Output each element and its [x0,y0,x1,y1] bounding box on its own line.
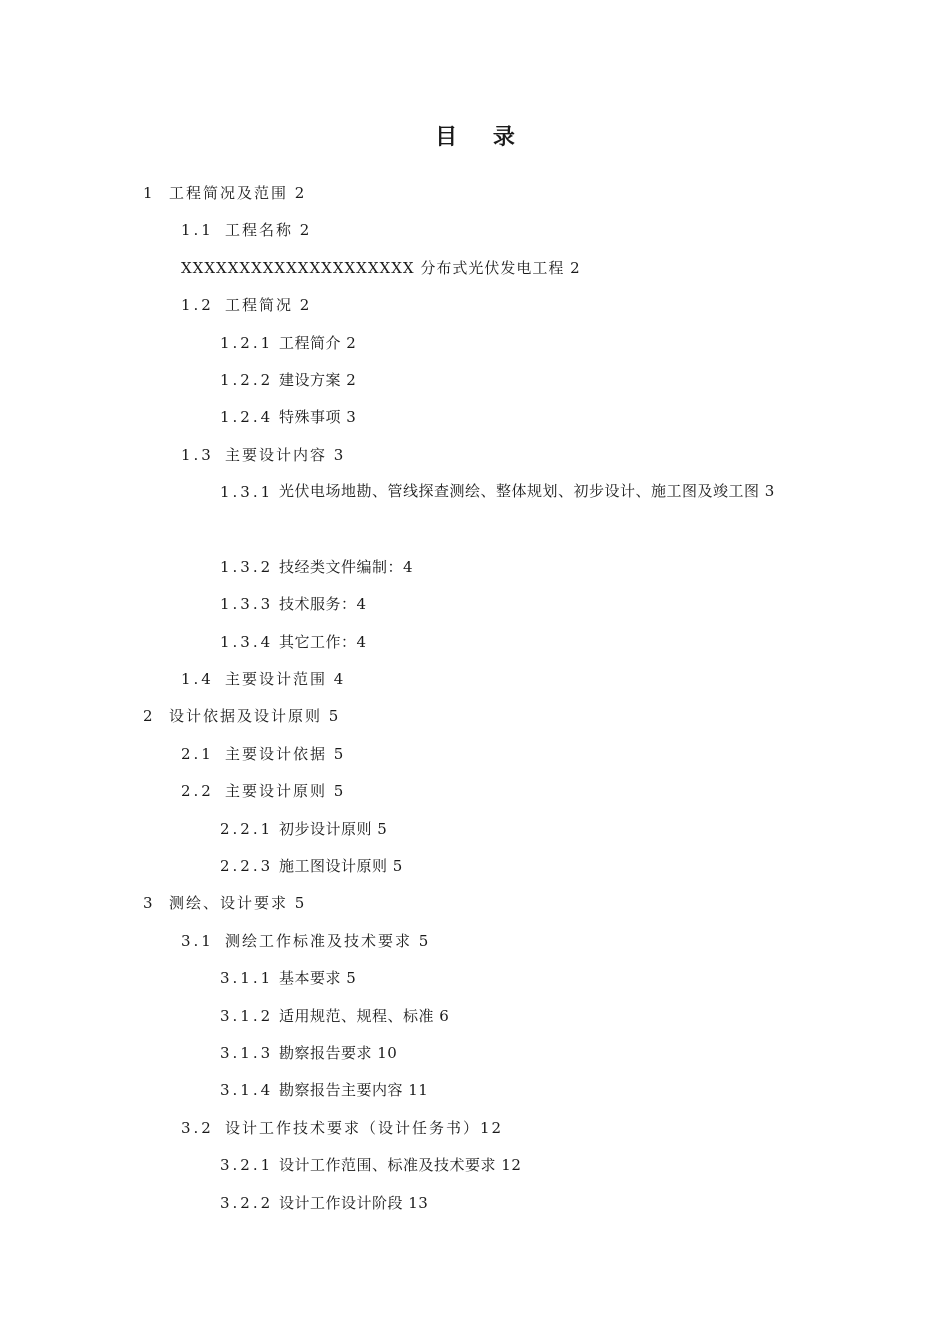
toc-entry-3-2[interactable] [0,1113,950,1150]
toc-entry-number: 1.4 [181,670,214,689]
toc-entry-1-3-1[interactable] [0,477,950,552]
toc-entry-number: 1.2.1 [220,333,274,352]
toc-entry-number: 1.2.2 [220,370,274,389]
toc-entry-3-1-1[interactable] [0,963,950,1000]
toc-entry-number: 1.3.2 [220,557,274,576]
page-title: 目 录 [435,124,529,150]
toc-entry-1[interactable] [0,178,950,215]
toc-entry-2-1[interactable] [0,739,950,776]
toc-entry-number: 2.2.3 [220,857,274,876]
toc-entry-number: 1.3 [181,445,214,464]
toc-entry-text: 技术服务：4 [279,595,367,614]
toc-entry-text: 工程名称 2 [225,221,312,240]
toc-entry-1-2[interactable] [0,290,950,327]
toc-entry-number: 3.2.1 [220,1156,274,1175]
toc-entry-3-1-2[interactable] [0,1001,950,1038]
toc-entry-number: 2.2.1 [220,819,274,838]
toc-entry-text: 特殊事项 3 [279,408,357,427]
toc-entry-1-2-2[interactable] [0,365,950,402]
toc-entry-text: 基本要求 5 [279,969,357,988]
toc-entry-text: 工程简况 2 [225,296,312,315]
toc-entry-1-3-4[interactable] [0,627,950,664]
toc-entry-text: 设计依据及设计原则 5 [169,707,341,726]
toc-entry-number: 3.1.3 [220,1044,274,1062]
toc-entry-number: 1.3.4 [220,632,274,651]
toc-entry-text: 建设方案 2 [279,370,357,389]
toc-entry-number: 3.1 [181,931,214,950]
toc-entry-text: 主要设计原则 5 [225,782,346,801]
toc-entry-number: 3 [143,894,156,913]
toc-entry-number: 1.2.4 [220,408,274,427]
toc-entry-3-1-3[interactable] [0,1038,950,1075]
toc-entry-text: 设计工作技术要求（设计任务书）12 [225,1118,504,1137]
toc-entry-text: 勘察报告主要内容 11 [279,1081,429,1100]
toc-entry-2-2-3[interactable] [0,851,950,888]
toc-entry-text: 工程简况及范围 2 [169,184,307,202]
toc-entry-text: 主要设计内容 3 [225,445,346,464]
toc-entry-text: 测绘工作标准及技术要求 5 [225,931,431,950]
toc-entry-3-2-1[interactable] [0,1150,950,1187]
toc-entry-3[interactable] [0,888,950,925]
toc-entry-number: 2.1 [181,744,214,763]
toc-entry-text: 设计工作设计阶段 13 [279,1193,429,1212]
toc-entry-1-3-3[interactable] [0,589,950,626]
toc-entry-text: 设计工作范围、标准及技术要求 12 [279,1156,522,1175]
toc-entry-number: 1.3.3 [220,595,274,614]
toc-entry-3-1-4[interactable] [0,1075,950,1112]
toc-entry-2-2-1[interactable] [0,814,950,851]
toc-entry-text: 工程简介 2 [279,333,357,352]
toc-entry-text: 技经类文件编制：4 [279,557,414,576]
toc-entry-2[interactable] [0,701,950,738]
toc-entry-text: 主要设计范围 4 [225,670,346,689]
toc-entry-number: 3.2 [181,1118,214,1137]
toc-entry-2-2[interactable] [0,776,950,813]
toc-entry-text: 适用规范、规程、标准 6 [279,1006,450,1025]
toc-entry-number: 2 [143,707,156,726]
toc-entry-3-2-2[interactable] [0,1188,950,1225]
toc-entry-text: 光伏电场地勘、管线探查测绘、整体规划、初步设计、施工图及竣工图 3 [279,482,775,501]
toc-entry-text: 其它工作：4 [279,632,367,651]
toc-entry-1-3[interactable] [0,440,950,477]
toc-entry-1-2-1[interactable] [0,328,950,365]
toc-entry-1-4[interactable] [0,664,950,701]
toc-entry-project-name[interactable] [0,253,950,290]
toc-entry-1-2-4[interactable] [0,402,950,439]
toc-entry-text: XXXXXXXXXXXXXXXXXXXX 分布式光伏发电工程 2 [181,258,581,277]
toc-entry-number: 1.2 [181,296,214,315]
toc-entry-number: 3.1.2 [220,1006,274,1025]
toc-entry-3-1[interactable] [0,926,950,963]
toc-entry-number: 1.1 [181,221,214,240]
toc-entry-text: 测绘、设计要求 5 [169,894,307,913]
toc-entry-text: 主要设计依据 5 [225,744,346,763]
toc-entry-1-1[interactable] [0,215,950,252]
toc-entry-number: 1 [143,184,156,202]
toc-entry-number: 1.3.1 [220,483,274,502]
toc-entry-text: 施工图设计原则 5 [279,857,403,876]
toc-entry-number: 3.1.1 [220,969,274,988]
toc-entry-text: 勘察报告要求 10 [279,1044,398,1062]
table-of-contents [0,178,950,1225]
toc-entry-text: 初步设计原则 5 [279,819,388,838]
toc-entry-number: 3.1.4 [220,1081,274,1100]
toc-entry-1-3-2[interactable] [0,552,950,589]
toc-entry-number: 2.2 [181,782,214,801]
toc-entry-number: 3.2.2 [220,1193,274,1212]
